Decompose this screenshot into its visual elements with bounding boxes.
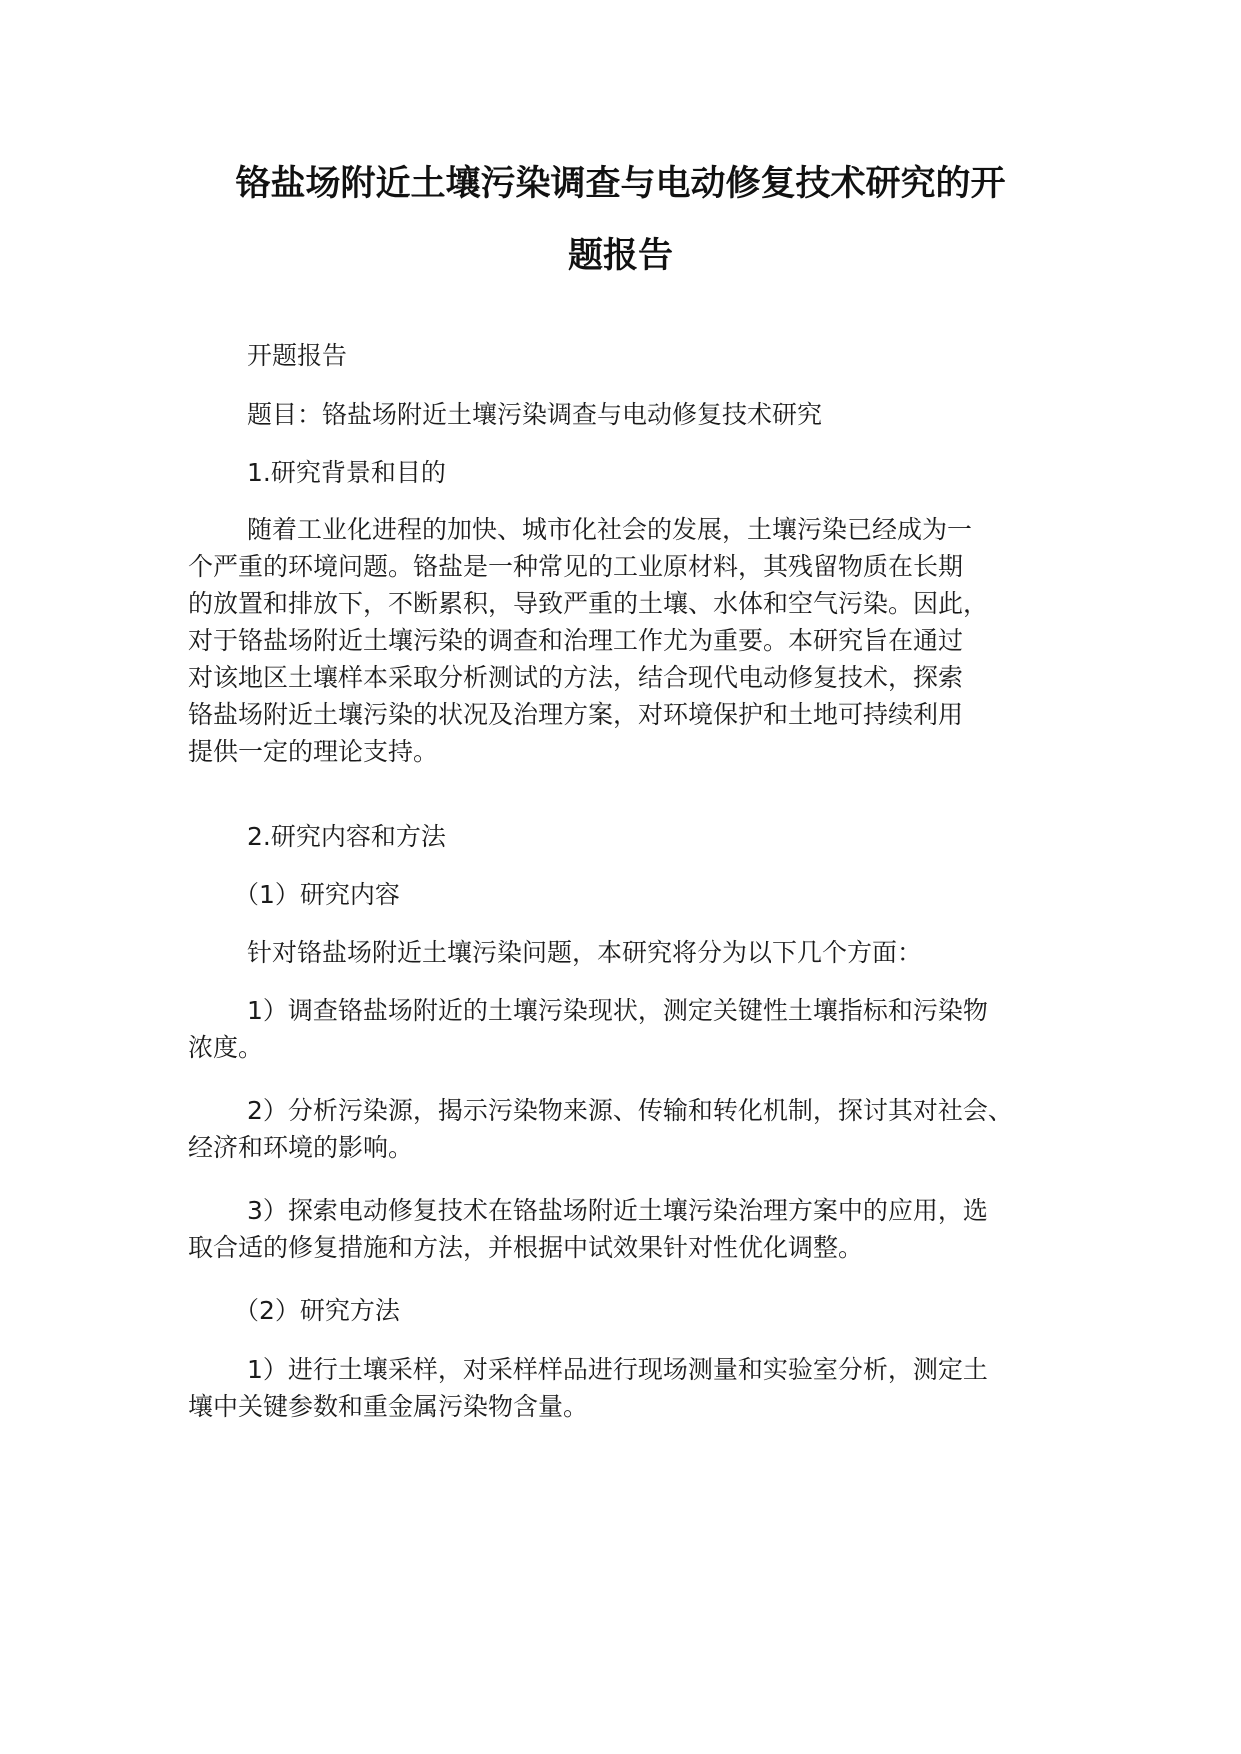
topic-line: 题目：铬盐场附近土壤污染调查与电动修复技术研究 (247, 400, 823, 429)
document-title-line-1: 铬盐场附近土壤污染调查与电动修复技术研究的开 (235, 164, 1006, 204)
section-2-heading: 2.研究内容和方法 (247, 822, 446, 851)
subsection-2-heading: （2）研究方法 (234, 1296, 400, 1325)
subsection-1-heading: （1）研究内容 (234, 880, 400, 909)
paragraph-line: 对于铬盐场附近土壤污染的调查和治理工作尤为重要。本研究旨在通过 (188, 626, 964, 655)
paragraph-line: 随着工业化进程的加快、城市化社会的发展，土壤污染已经成为一 (247, 515, 973, 544)
paragraph-line: 壤中关键参数和重金属污染物含量。 (188, 1392, 589, 1421)
subsection-1-intro: 针对铬盐场附近土壤污染问题，本研究将分为以下几个方面： (247, 938, 923, 967)
paragraph-line: 铬盐场附近土壤污染的状况及治理方案，对环境保护和土地可持续利用 (188, 700, 964, 729)
paragraph-line: 2）分析污染源，揭示污染物来源、传输和转化机制，探讨其对社会、 (247, 1096, 1013, 1125)
paragraph-line: 1）调查铬盐场附近的土壤污染现状，测定关键性土壤指标和污染物 (247, 996, 988, 1025)
paragraph-line: 的放置和排放下，不断累积，导致严重的土壤、水体和空气污染。因此， (188, 589, 989, 618)
paragraph-line: 取合适的修复措施和方法，并根据中试效果针对性优化调整。 (188, 1233, 864, 1262)
method-item-1 (188, 1351, 1078, 1425)
paragraph-line: 浓度。 (188, 1033, 264, 1062)
content-item-1 (188, 992, 1078, 1066)
paragraph-line: 经济和环境的影响。 (188, 1133, 414, 1162)
document-title-line-2: 题报告 (567, 236, 673, 276)
content-item-3 (188, 1192, 1078, 1266)
paragraph-line: 3）探索电动修复技术在铬盐场附近土壤污染治理方案中的应用，选 (247, 1196, 988, 1225)
paragraph-line: 对该地区土壤样本采取分析测试的方法，结合现代电动修复技术，探索 (188, 663, 964, 692)
section-1-heading: 1.研究背景和目的 (247, 458, 446, 487)
paragraph-line: 提供一定的理论支持。 (188, 737, 439, 766)
content-item-2 (188, 1092, 1078, 1166)
report-heading: 开题报告 (247, 341, 348, 370)
section-1-paragraph (188, 511, 1078, 770)
paragraph-line: 个严重的环境问题。铬盐是一种常见的工业原材料，其残留物质在长期 (188, 552, 964, 581)
paragraph-line: 1）进行土壤采样，对采样样品进行现场测量和实验室分析，测定土 (247, 1355, 988, 1384)
